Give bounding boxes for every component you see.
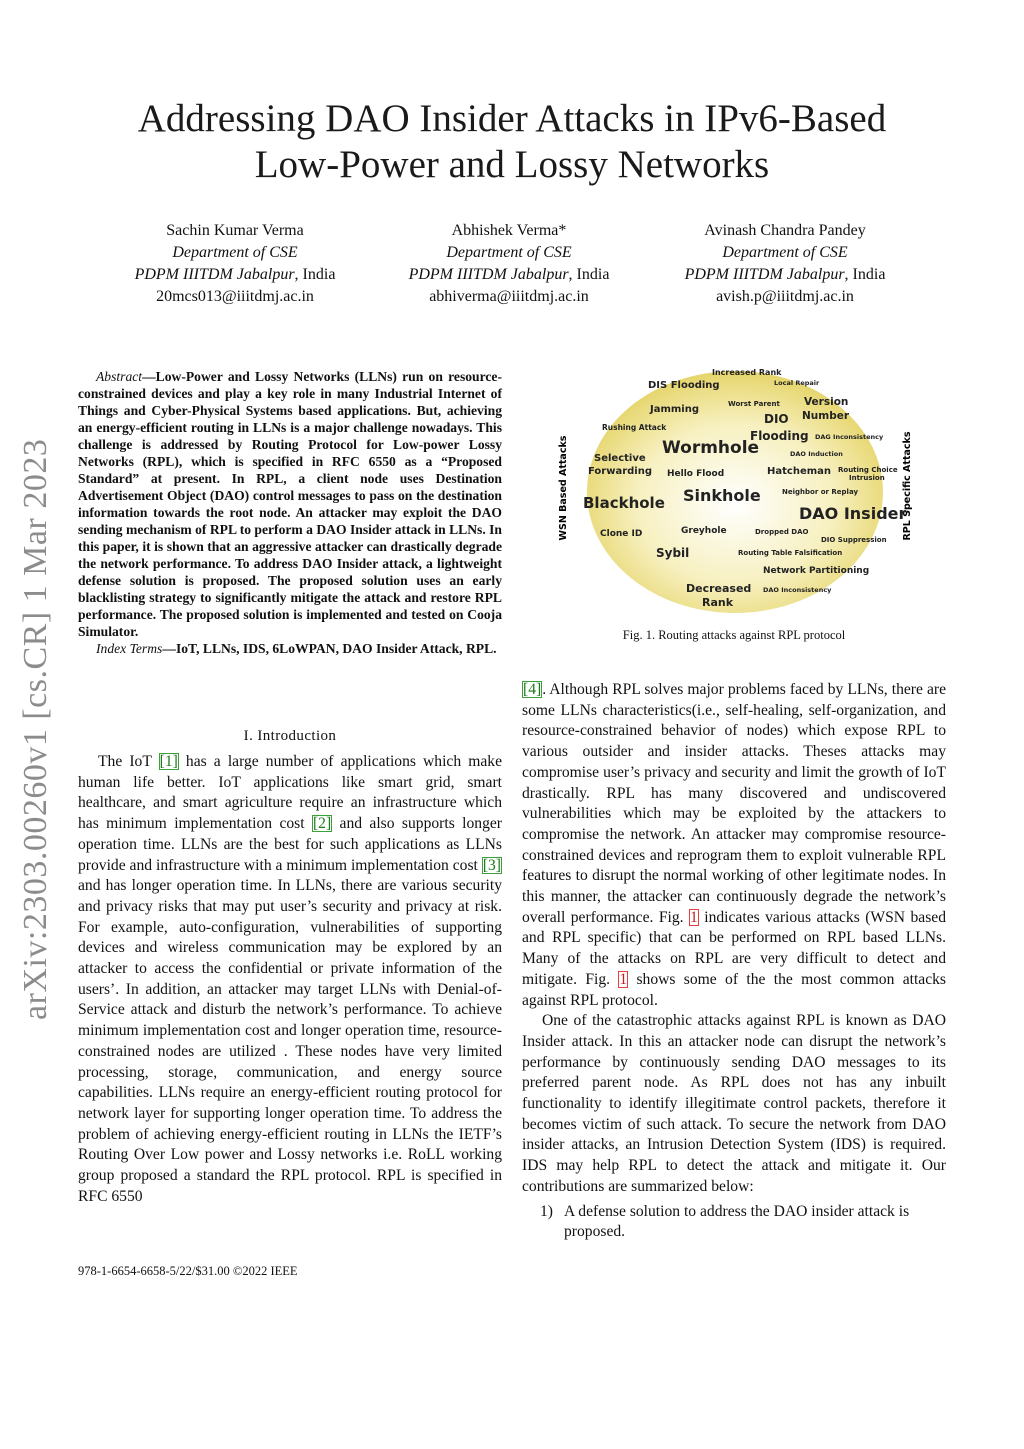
author-inst: PDPM IIITDM Jabalpur: [684, 266, 845, 283]
wormhole: Wormhole: [662, 438, 760, 458]
routing-choice: Routing Choice: [838, 466, 898, 474]
intro-paragraph: [78, 752, 502, 1207]
version-number: Version: [804, 396, 849, 408]
citation-link[interactable]: [1]: [159, 753, 178, 770]
contribution-list-item: [522, 1202, 946, 1243]
abstract: [78, 368, 502, 657]
rushing-attack: Rushing Attack: [602, 423, 667, 432]
dag-inconsistency: DAG Inconsistency: [815, 433, 884, 441]
author-inst: PDPM IIITDM Jabalpur: [134, 266, 295, 283]
intro-text: and has longer operation time. In LLNs, there are various security and privacy risks that may put user’s security and privacy at risk. For example, auto-configuration, vulnerabilities of supporting devices and wireless communication may be explored by an attacker to access the confidential or private information of the users’. In addition, an attacker may target LLNs with Denial-of-Service attack and disturb the network’s performance. To achieve minimum implementation cost and longer operation time, resource-constrained nodes are utilized . These nodes have very limited processing, storage, communication, and energy source capabilities. LLNs require an energy-efficient routing protocol for network layer for supporting longer operation time. To address the problem of achieving energy-efficient routing in LLNs the IETF’s Routing Over Low power and Lossy networks i.e. RoLL working group proposed a standard the RPL protocol. RPL is specified in RFC 6550: [78, 877, 502, 1205]
author-email[interactable]: abhiverma@iiitdmj.ac.in: [429, 288, 589, 305]
routing-attacks-figure: [552, 358, 922, 620]
wsn-based-label: WSN Based Attacks: [558, 435, 569, 541]
paper-title: [60, 96, 964, 188]
intro-text: The IoT: [98, 753, 159, 770]
author-inst: PDPM IIITDM Jabalpur: [408, 266, 569, 283]
author-affiliation: [645, 264, 925, 286]
hello-flood: Hello Flood: [667, 469, 725, 479]
greyhole: Greyhole: [681, 526, 727, 536]
dropped-dao: Dropped DAO: [755, 528, 809, 536]
author-name: Abhishek Verma*: [451, 222, 567, 239]
network-partitioning: Network Partitioning: [763, 566, 870, 576]
author-email[interactable]: 20mcs013@iiitdmj.ac.in: [156, 288, 314, 305]
intro-text: has a large number of applications which make human life better. IoT applications like smart grid, smart healthcare, and smart agriculture require an infrastructure which has minimum implementation cost: [78, 753, 502, 833]
dio-suppression: DIO Suppression: [821, 536, 887, 544]
dao-induction: DAO Induction: [790, 450, 843, 458]
abstract-text: —Low-Power and Lossy Networks (LLNs) run on resource-constrained devices and play a key role in many Industrial Internet of Things and Cyber-Physical Systems based applications. But, achieving an energy-efficient routing in LLNs is a major challenge nowadays. This challenge is addressed by Routing Protocol for Low-power Lossy Networks (RPL), which is specified in RFC 6550 as a “Proposed Standard” at present. In RPL, a client node uses Destination Advertisement Object (DAO) control messages to pass on the destination information towards the root node. An attacker may exploit the DAO sending mechanism of RPL to perform a DAO Insider attack in LLNs. In this paper, it is shown that an aggressive attacker can drastically degrade the network performance. To address DAO Insider attack, a lightweight defense solution is proposed. The proposed solution uses an early blacklisting strategy to significantly mitigate the attack and restore RPL performance. The proposed solution is implemented and tested on Cooja Simulator.: [78, 369, 502, 639]
blackhole: Blackhole: [583, 494, 665, 512]
author-name: Sachin Kumar Verma: [166, 222, 304, 239]
dis-flooding: DIS Flooding: [648, 380, 720, 391]
jamming: Jamming: [650, 404, 700, 415]
title-line-1: Addressing DAO Insider Attacks in IPv6-Based: [137, 97, 887, 140]
arxiv-stamp: arXiv:2303.00260v1 [cs.CR] 1 Mar 2023: [17, 438, 54, 1020]
dio-flooding: Flooding: [750, 429, 809, 443]
author-country: , India: [294, 266, 336, 283]
author-email[interactable]: avish.p@iiitdmj.ac.in: [716, 288, 854, 305]
local-repair: Local Repair: [774, 379, 820, 387]
section-heading: I. Introduction: [243, 728, 337, 744]
author-country: , India: [568, 266, 610, 283]
list-number: 1): [540, 1202, 553, 1220]
author-dept: Department of CSE: [172, 244, 298, 261]
citation-link[interactable]: [2]: [312, 815, 332, 833]
body-text: shows some of the the most common attacks against RPL protocol.: [522, 970, 946, 1009]
index-terms-text: —IoT, LLNs, IDS, 6LoWPAN, DAO Insider Attack, RPL.: [162, 641, 497, 656]
dio-flooding: DIO: [764, 412, 789, 426]
author-dept: Department of CSE: [722, 244, 848, 261]
decreased-rank: Rank: [702, 596, 734, 609]
dao-inconsistency: DAO Inconsistency: [763, 586, 832, 594]
author-block-3: [645, 220, 925, 308]
citation-link[interactable]: [3]: [482, 856, 501, 874]
intro-text: and also supports longer operation time. LLNs are the best for such applications as LLNs provide and infrastructure with a minimum implementation cost: [78, 815, 502, 874]
hatcheman: Hatcheman: [767, 466, 832, 477]
routing-table-falsification: Routing Table Falsification: [738, 549, 843, 557]
selective-forwarding: Forwarding: [588, 466, 653, 477]
routing-choice: Intrusion: [849, 474, 885, 482]
version-number: Number: [802, 410, 850, 422]
increased-rank: Increased Rank: [712, 368, 782, 377]
author-affiliation: [95, 264, 375, 286]
selective-forwarding: Selective: [594, 453, 646, 464]
rpl-specific-label: RPL Specific Attacks: [902, 431, 913, 541]
title-line-2: Low-Power and Lossy Networks: [254, 143, 770, 186]
author-country: , India: [844, 266, 886, 283]
author-block-1: [95, 220, 375, 308]
right-column: [522, 680, 946, 1243]
sinkhole: Sinkhole: [683, 486, 761, 505]
worst-parent: Worst Parent: [728, 400, 780, 408]
intro-column: [78, 752, 502, 1207]
citation-link[interactable]: [4]: [523, 681, 542, 698]
copyright-footer: 978-1-6654-6658-5/22/$31.00 ©2022 IEEE: [78, 1264, 298, 1278]
figure-link[interactable]: 1: [690, 908, 698, 926]
figure-caption: Fig. 1. Routing attacks against RPL protocol: [622, 628, 846, 642]
abstract-lead: Abstract: [96, 369, 143, 384]
body-text: indicates various attacks (WSN based and RPL specific) that can be performed on RPL based LLNs. Many of the attacks on RPL are very difficult to detect and mitigate. Fig.: [522, 908, 947, 988]
index-terms-lead: Index Terms: [96, 641, 163, 656]
list-text: A defense solution to address the DAO insider attack is proposed.: [564, 1202, 910, 1241]
dao-insider: DAO Insider: [799, 504, 907, 523]
decreased-rank: Decreased: [686, 582, 752, 595]
author-block-2: [369, 220, 649, 308]
sybil: Sybil: [656, 546, 690, 560]
author-affiliation: [369, 264, 649, 286]
neighbor-replay: Neighbor or Replay: [782, 488, 859, 496]
body-paragraph: One of the catastrophic attacks against RPL is known as DAO Insider attack. In this an attacker node can disrupt the network’s performance by continuously sending DAO messages to its preferred parent node. As RPL does not has any inbuilt functionality to identify illegitimate control packets, therefore it becomes victim of such attack. To secure the network from DAO insider attacks, an Intrusion Detection System (IDS) is required. IDS may help RPL to detect the attack and mitigate it. Our contributions are summarized below:: [522, 1012, 946, 1195]
clone-id: Clone ID: [600, 529, 643, 539]
body-text: . Although RPL solves major problems faced by LLNs, there are some LLNs characteristics(i.e., self-healing, self-organization, and resource-constrained behavior of nodes) which expose RPL to various outsider and insider attacks. Theses attacks may compromise user’s privacy and security and limit the growth of IoT drastically. RPL has many discovered and undiscovered vulnerabilities which may be exploited by the attackers to compromise the network. An attacker may compromise resource-constrained devices and reprogram them to exploit vulnerable RPL features to disrupt the normal working of other legitimate nodes. In this manner, the attacker can continuously degrade the network’s overall performance. Fig.: [522, 681, 946, 926]
body-paragraph: [522, 680, 946, 1011]
figure-link[interactable]: 1: [619, 970, 628, 988]
author-name: Avinash Chandra Pandey: [704, 222, 866, 239]
author-dept: Department of CSE: [446, 244, 572, 261]
